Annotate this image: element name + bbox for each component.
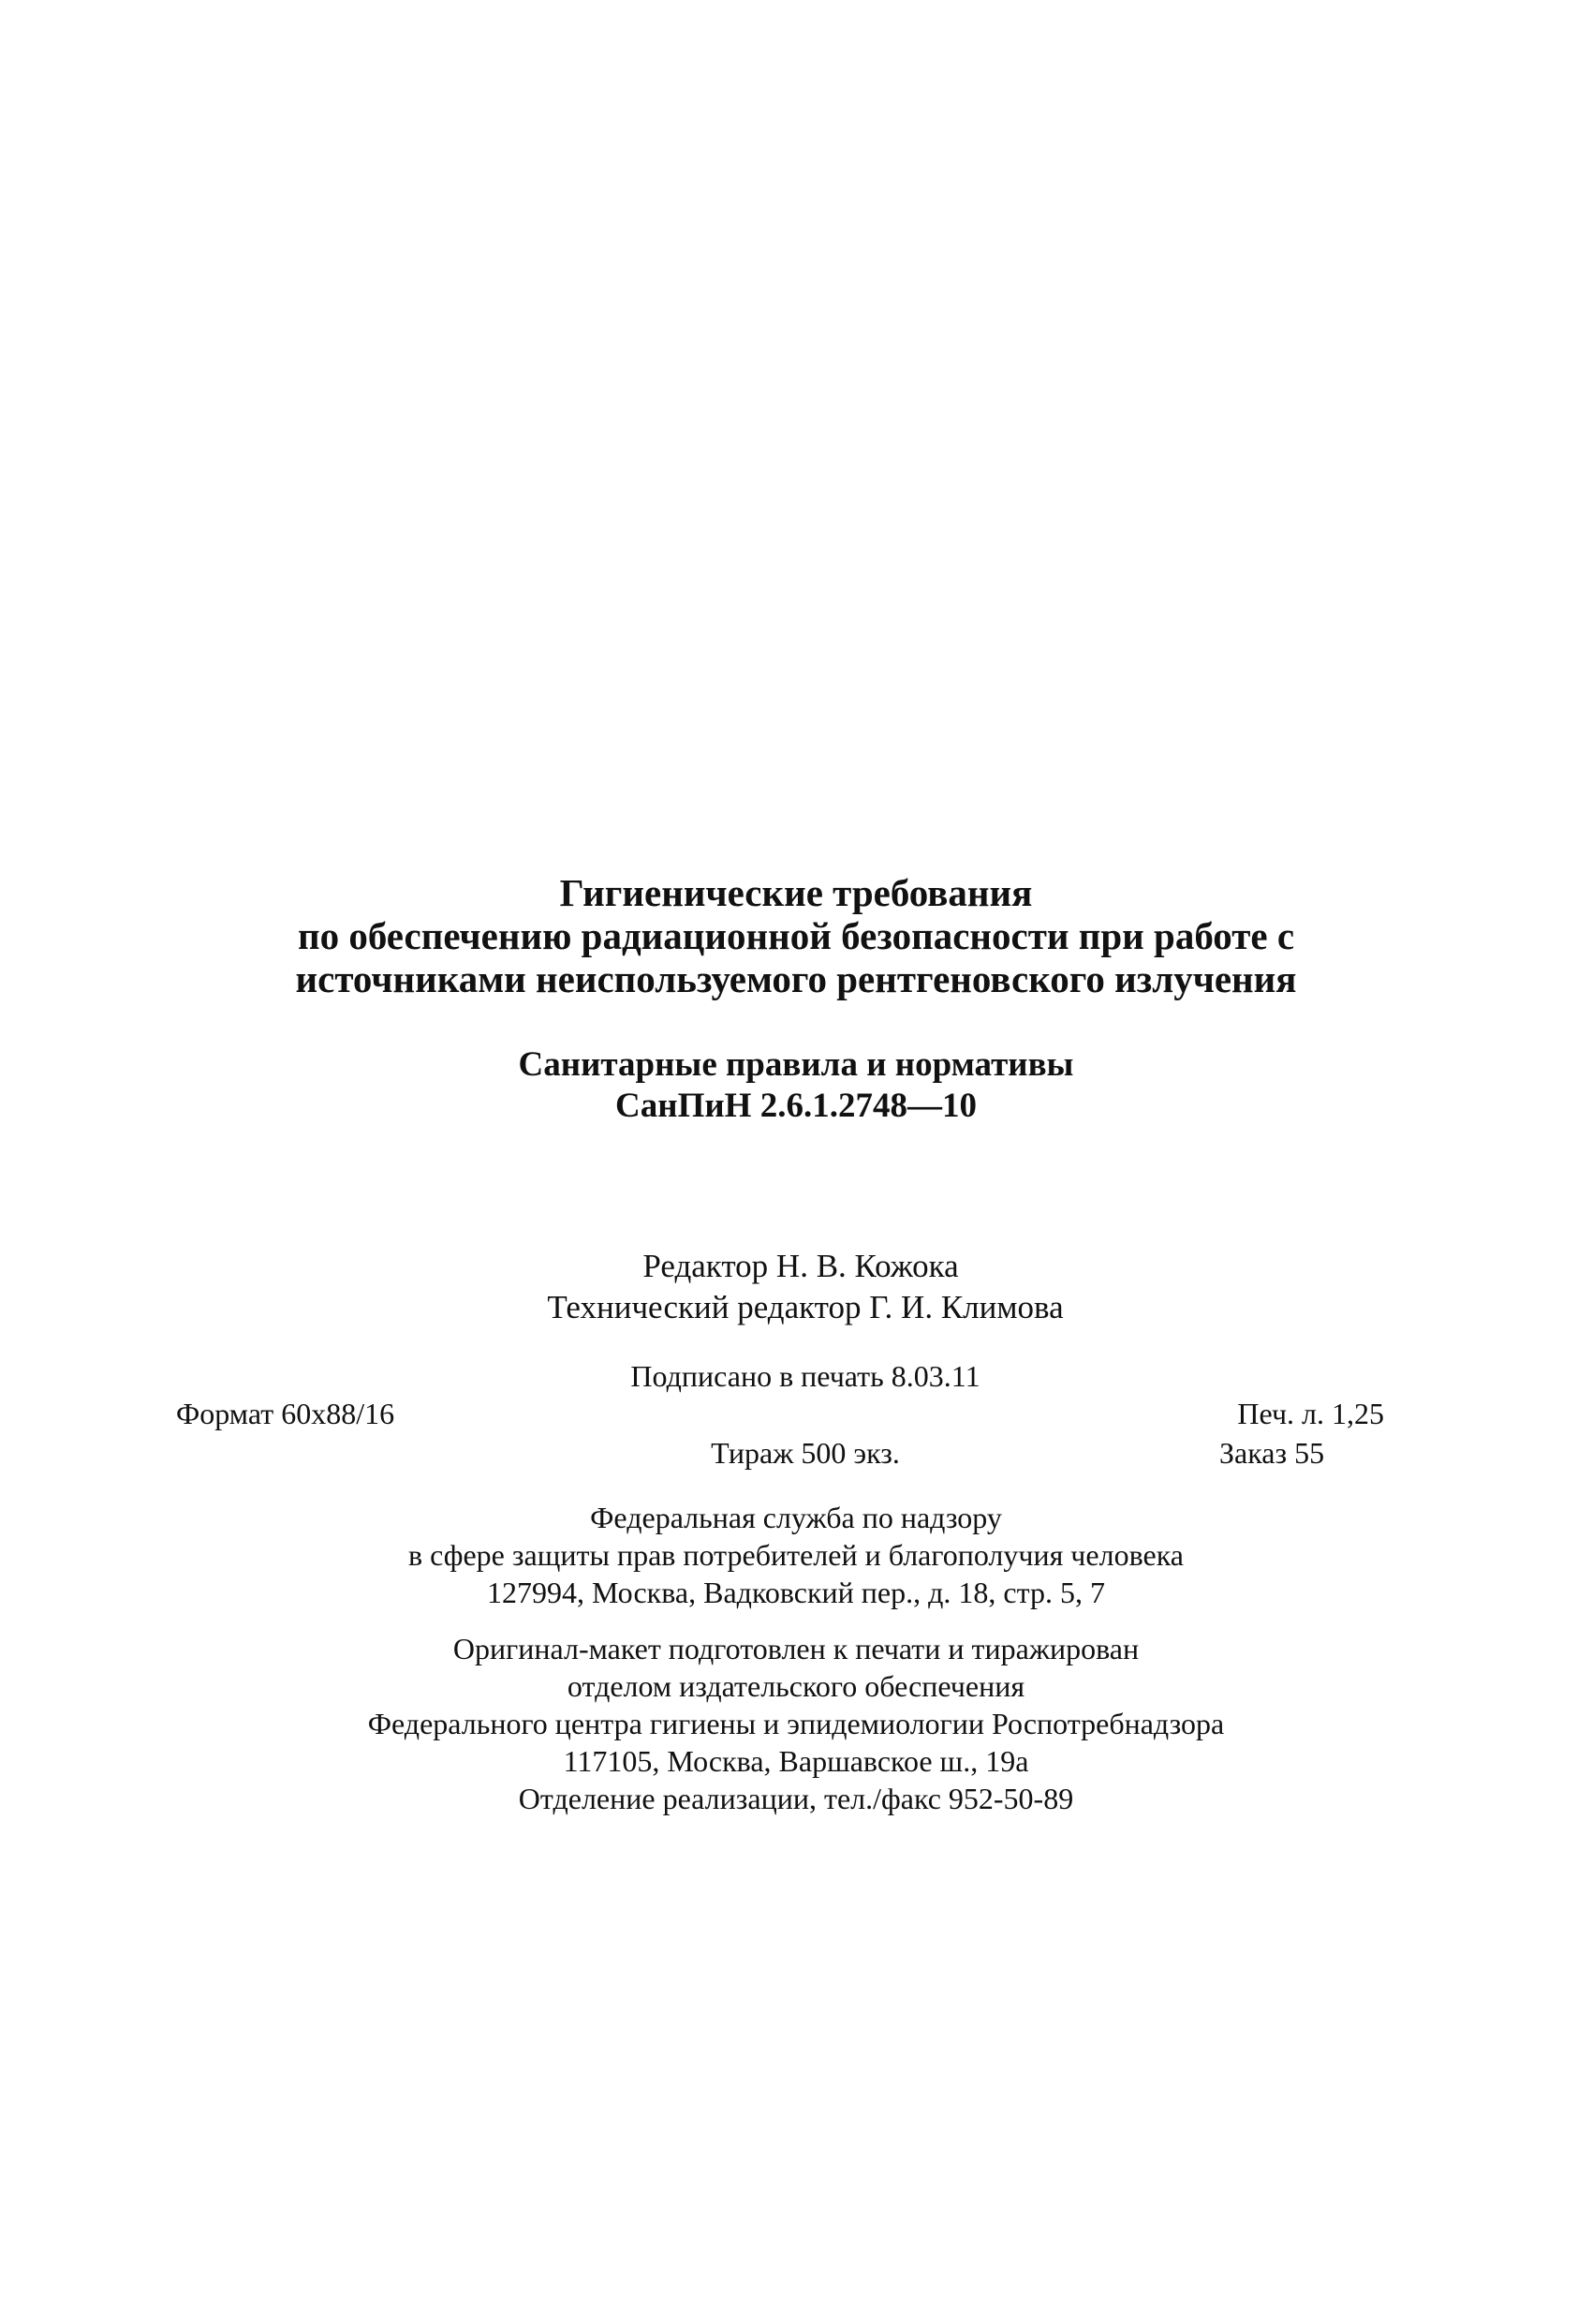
printer-line-3: Федерального центра гигиены и эпидемиологии Роспотребнадзора bbox=[367, 1707, 1225, 1740]
order-number: Заказ 55 bbox=[1219, 1436, 1325, 1470]
printer-block bbox=[0, 1630, 1592, 1817]
printer-address: 117105, Москва, Варшавское ш., 19а bbox=[563, 1744, 1029, 1778]
publisher-block bbox=[0, 1499, 1592, 1611]
document-title bbox=[0, 871, 1592, 1000]
document-subtitle bbox=[0, 1044, 1592, 1127]
editor-name: Редактор Н. В. Кожока bbox=[642, 1248, 959, 1284]
paper-format: Формат 60x88/16 bbox=[176, 1397, 395, 1430]
printer-line-1: Оригинал-макет подготовлен к печати и тиражирован bbox=[452, 1632, 1140, 1665]
print-run: Тираж 500 экз. bbox=[711, 1436, 900, 1470]
title-line-1: Гигиенические требования bbox=[559, 871, 1033, 914]
editors-block bbox=[0, 1246, 1592, 1328]
publisher-line-1: Федеральная служба по надзору bbox=[590, 1501, 1002, 1534]
subtitle-line-2: СанПиН 2.6.1.2748—10 bbox=[615, 1087, 977, 1125]
printed-sheets: Печ. л. 1,25 bbox=[1237, 1397, 1384, 1430]
printer-line-2: отделом издательского обеспечения bbox=[567, 1669, 1025, 1703]
tech-editor-name: Технический редактор Г. И. Климова bbox=[547, 1289, 1064, 1325]
subtitle-line-1: Санитарные правила и нормативы bbox=[518, 1045, 1074, 1084]
title-line-2: по обеспечению радиационной безопасности при работе с bbox=[297, 914, 1295, 957]
title-line-3: источниками неиспользуемого рентгеновского излучения bbox=[295, 957, 1297, 1000]
publisher-address: 127994, Москва, Вадковский пер., д. 18, стр. 5, 7 bbox=[487, 1576, 1105, 1609]
publisher-line-2: в сфере защиты прав потребителей и благополучия человека bbox=[408, 1538, 1184, 1572]
signed-to-print: Подписано в печать 8.03.11 bbox=[630, 1359, 980, 1393]
sales-contact: Отделение реализации, тел./факс 952-50-89 bbox=[518, 1782, 1074, 1815]
